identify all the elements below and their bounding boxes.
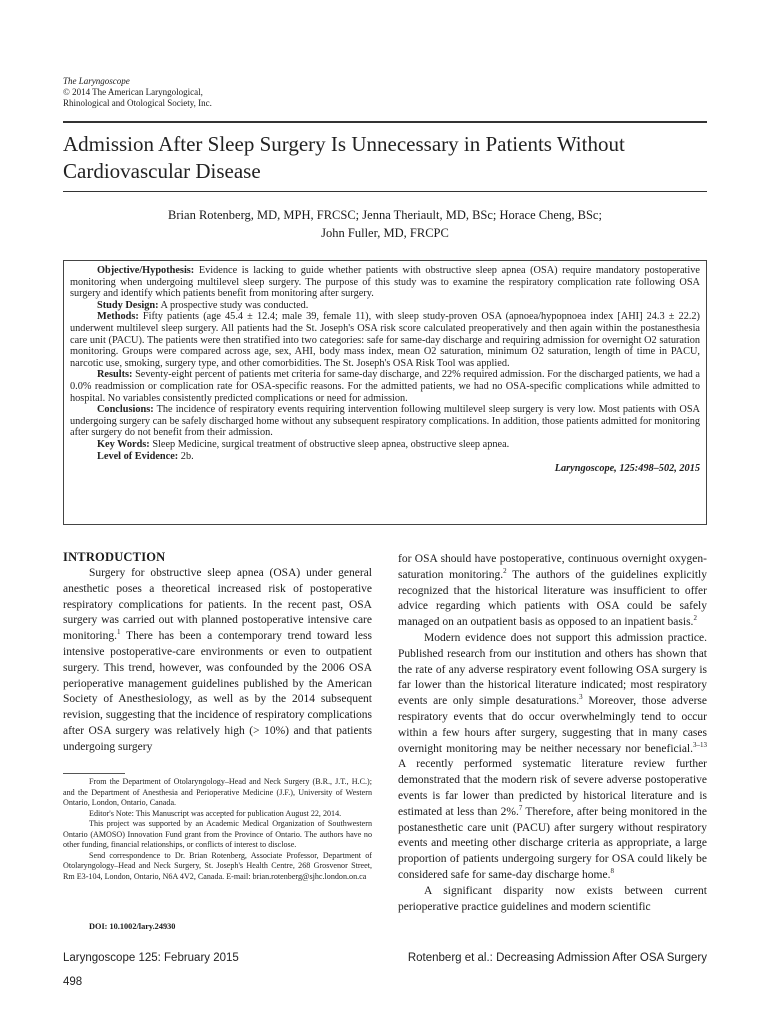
keywords-text: Sleep Medicine, surgical treatment of obstructive sleep apnea, obstructive sleep apnea.: [152, 438, 510, 450]
objective-text: Evidence is lacking to guide whether patients with obstructive sleep apnea (OSA) require mandatory postoperative monitoring when undergoing multilevel sleep surgery. The purpose of this study was to examine the respiratory complication rate following OSA surgery and identify which patients benefit from monitoring after surgery.: [70, 265, 700, 300]
abstract-evidence: [70, 451, 700, 463]
right-paragraph-3: A significant disparity now exists between current perioperative practice guidelines and modern scientific: [398, 884, 707, 913]
methods-label: Methods:: [97, 311, 139, 323]
article-title: Admission After Sleep Surgery Is Unnecessary in Patients Without Cardiovascular Disease: [63, 132, 625, 183]
abstract-results: [70, 369, 700, 404]
conclusions-text: The incidence of respiratory events requiring intervention following multilevel sleep surgery is very low. Most patients with OSA undergoing surgery can be safely discharged home without any subsequent respiratory complications. In addition, those patients admitted for monitoring after surgery do not benefit from their admission.: [70, 404, 700, 439]
footer-journal-issue: Laryngoscope 125: February 2015: [63, 952, 239, 964]
design-text: A prospective study was conducted.: [160, 299, 309, 311]
abstract-box: [63, 260, 707, 525]
methods-text: Fifty patients (age 45.4 ± 12.4; male 39, female 11), with sleep study-proven OSA (apnoea/hypopnoea index [AHI] 24.3 ± 22.2) underwent multilevel sleep surgery. All patients had the St. Joseph's OSA risk score calculated preoperatively and then again within the postanesthesia care unit (PACU). The patients were then stratified into two categories: safe for same-day discharge and requiring admission for overnight O2 saturation monitoring. Groups were compared across age, sex, AHI, body mass index, mean O2 saturation, minimum O2 saturation, length of time in PACU, narcotic use, smoking, surgery type, and other comorbidities. The St. Joseph's OSA Risk Tool was applied.: [70, 311, 700, 369]
left-para1-text: Surgery for obstructive sleep apnea (OSA) under general anesthetic poses a theoretical increased risk of postoperative respiratory complications for patients. In the recent past, OSA surgery was carried out with planned postoperative intensive care monitoring.: [63, 567, 372, 643]
citation-journal: Laryngoscope,: [554, 463, 617, 475]
abstract-citation: [70, 463, 700, 475]
footnote-funding: This project was supported by an Academic Medical Organization of Southwestern Ontario (AMOSO) Innovation Fund grant from the Province of Ontario. The authors have no other funding, financial relationships, or conflicts of interest to disclose.: [63, 819, 372, 849]
journal-header: [63, 76, 212, 109]
design-label: Study Design:: [97, 299, 159, 311]
ref-8[interactable]: 8: [610, 867, 614, 876]
evidence-label: Level of Evidence:: [97, 450, 179, 462]
abstract-keywords: [70, 439, 700, 451]
abstract-design: [70, 300, 700, 312]
keywords-label: Key Words:: [97, 438, 150, 450]
right-paragraph-1: [398, 552, 707, 631]
abstract-methods: [70, 311, 700, 369]
abstract-objective: [70, 265, 700, 300]
title-bottom-rule: [63, 191, 707, 192]
results-text: Seventy-eight percent of patients met criteria for same-day discharge, and 22% required admission. For the discharged patients, we had a 0.0% readmission or complication rate for OSA-specific reasons. For the admitted patients, we had no OSA-specific complications while admitted to hospital. No variables consistently predicted complications or need for admission.: [70, 369, 700, 404]
introduction-heading: INTRODUCTION: [63, 550, 166, 564]
objective-label: Objective/Hypothesis:: [97, 265, 195, 276]
right-para2c-text: A recently performed systematic literature review further demonstrated that the modern risk of severe adverse postoperative events is far lower than predicted by historical literature and is estimated at less than 2%.: [398, 758, 707, 818]
footnote-rule: [63, 773, 125, 774]
authors-line-1: Brian Rotenberg, MD, MPH, FRCSC; Jenna Theriault, MD, BSc; Horace Cheng, BSc;: [168, 208, 602, 222]
footer-running-title: Rotenberg et al.: Decreasing Admission After OSA Surgery: [407, 952, 707, 964]
left-paragraph-1: [63, 566, 372, 756]
ref-3-13[interactable]: 3–13: [693, 740, 707, 749]
abstract-conclusions: [70, 404, 700, 439]
copyright-line-1: © 2014 The American Laryngological,: [63, 87, 203, 97]
results-label: Results:: [97, 369, 133, 381]
right-para1b-text: The authors of the guidelines explicitly recognized that the historical literature was insufficient to offer advice regarding which patients with OSA could be safely managed on an outpatient basis as opposed to an inpatient basis.: [398, 568, 707, 629]
ref-2b[interactable]: 2: [693, 614, 697, 623]
right-para2-text: Modern evidence does not support this admission practice. Published research from our institution and others has shown that the rate of any adverse respiratory event following OSA surgery is far lower than the historical literature indicated; most respiratory events are only simple desaturations.: [398, 631, 707, 708]
copyright-line-2: Rhinological and Otological Society, Inc.: [63, 98, 212, 108]
left-column: [63, 549, 372, 756]
ref-3[interactable]: 3: [579, 693, 583, 702]
authors-line-2: John Fuller, MD, FRCPC: [321, 226, 449, 240]
evidence-text: 2b.: [180, 450, 194, 462]
right-para2b-text: Moreover, those adverse respiratory events that do occur overwhelmingly tend to occur within a few hours after surgery, suggesting that in many cases overnight monitoring may be neither necessary nor beneficial.: [398, 695, 707, 755]
author-list: [63, 206, 707, 242]
journal-name: The Laryngoscope: [63, 76, 130, 86]
footnote-editors-note: Editor's Note: This Manuscript was accepted for publication August 22, 2014.: [89, 808, 342, 818]
conclusions-label: Conclusions:: [97, 404, 154, 416]
footnotes: [63, 777, 372, 882]
left-para1b-text: There has been a contemporary trend toward less intensive postoperative-care environments or even to outpatient surgery. This trend, however, was confounded by the 2006 OSA perioperative management guidelines published by the American Society of Anesthesiology, as well as by the 2014 subsequent revision, suggesting that the incidence of respiratory complications after OSA surgery was relatively high (> 10%) and that patients undergoing surgery: [63, 630, 372, 753]
citation-details: 125:498–502, 2015: [619, 463, 700, 475]
footnote-affiliation: From the Department of Otolaryngology–Head and Neck Surgery (B.R., J.T., H.C.); and the Department of Anesthesia and Perioperative Medicine (J.F.), University of Western Ontario, London, Ontario, Canada.: [63, 777, 372, 807]
right-column: [398, 552, 707, 915]
right-para1-text: for OSA should have postoperative, continuous overnight oxygen-saturation monitoring.: [398, 553, 707, 581]
ref-2[interactable]: 2: [503, 566, 507, 575]
title-top-rule: [63, 121, 707, 123]
ref-7[interactable]: 7: [518, 803, 523, 812]
page-number: 498: [63, 976, 83, 988]
doi[interactable]: DOI: 10.1002/lary.24930: [89, 922, 176, 931]
footnote-correspondence: Send correspondence to Dr. Brian Rotenberg, Associate Professor, Department of Otolaryngology–Head and Neck Surgery, St. Joseph's Health Centre, 268 Grosvenor Street, Rm E3-104, London, Ontario, N6A 4V2, Canada. E-mail: brian.rotenberg@sjhc.london.on.ca: [63, 850, 372, 881]
ref-1[interactable]: 1: [117, 628, 121, 637]
right-para2d-text: Therefore, after being monitored in the postanesthetic care unit (PACU) after surgery without respiratory events and meeting other discharge criteria as appropriate, a large proportion of patients undergoing surgery for OSA could likely be considered safe for same-day discharge home.: [398, 805, 707, 881]
right-paragraph-2: [398, 631, 707, 884]
